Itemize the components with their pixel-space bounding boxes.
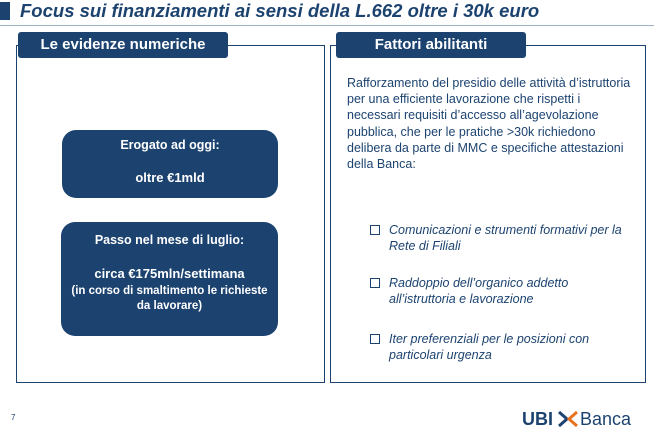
july-pace-box: [61, 222, 278, 336]
bullet-text: Comunicazioni e strumenti formativi per la Rete di Filiali: [389, 223, 622, 254]
left-panel-header: Le evidenze numeriche: [18, 32, 228, 58]
logo-text-ubi: UBI: [522, 409, 553, 429]
bullet-text: Iter preferenziali per le posizioni con particolari urgenza: [389, 332, 590, 363]
page-number: 7: [11, 413, 16, 422]
ubi-banca-logo: [522, 409, 652, 431]
right-panel-header: Fattori abilitanti: [336, 32, 526, 58]
logo-text-banca: Banca: [580, 409, 632, 429]
disbursed-box: [62, 130, 278, 198]
disbursed-label: Erogato ad oggi:: [120, 138, 220, 152]
title-divider: [0, 25, 654, 26]
checkbox-bullet-icon: [370, 334, 380, 344]
page-title: Focus sui finanziamenti ai sensi della L.662 oltre i 30k euro: [20, 0, 540, 21]
checkbox-bullet-icon: [370, 225, 380, 235]
enablers-intro: Rafforzamento del presidio delle attività d’istruttoria per una efficiente lavorazione che rispetti i necessari requisiti d’accesso all’agevolazione pubblica, che per le pratiche >30k richiedono delibera da parte di MMC e specifiche attestazioni della Banca:: [347, 76, 631, 172]
logo-mark-icon: [558, 411, 578, 427]
july-pace-label: Passo nel mese di luglio:: [94, 233, 245, 247]
title-marker: [0, 2, 10, 20]
title-bar: [0, 0, 654, 24]
checkbox-bullet-icon: [370, 278, 380, 288]
disbursed-value: oltre €1mld: [135, 170, 205, 185]
july-pace-value: circa €175mln/settimana: [94, 266, 245, 281]
bullet-text: Raddoppio dell’organico addetto all’istruttoria e lavorazione: [389, 276, 569, 307]
july-pace-note: (in corso di smaltimento le richieste da lavorare): [71, 285, 268, 312]
